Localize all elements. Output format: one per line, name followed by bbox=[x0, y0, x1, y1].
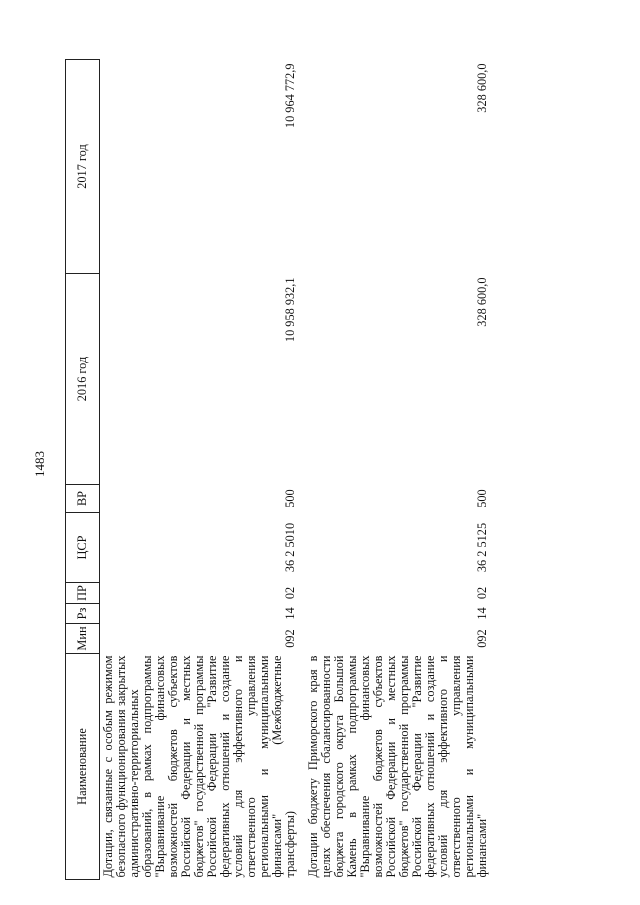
header-csr: ЦСР bbox=[66, 513, 100, 583]
row-rz: 14 bbox=[283, 607, 297, 620]
table-row bbox=[299, 60, 491, 880]
header-vr: ВР bbox=[66, 485, 100, 513]
header-2017: 2017 год bbox=[66, 60, 100, 274]
header-pr: ПР bbox=[66, 583, 100, 604]
row-2016: 328 600,0 bbox=[475, 277, 489, 327]
row-pr: 02 bbox=[283, 586, 297, 600]
header-rz: Рз bbox=[66, 604, 100, 624]
page-number bbox=[30, 449, 50, 479]
row-min: 092 bbox=[475, 629, 489, 648]
row-vr: 500 bbox=[475, 489, 489, 508]
row-2017: 328 600,0 bbox=[475, 63, 489, 113]
row-min: 092 bbox=[283, 629, 297, 648]
header-min: Мин bbox=[66, 624, 100, 654]
row-pr: 02 bbox=[475, 586, 489, 600]
page-number-text: 1483 bbox=[32, 451, 47, 477]
row-csr: 36 2 5125 bbox=[475, 522, 489, 573]
row-name: Дотации, связанные с особым режимом безопасного функционирования закрытых административно-территориальных образований, в рамках подпрограммы "Выравнивание финансовых возможностей бюджетов субъектов Российской Федерации и местных бюджетов" государственной программы Российской Федерации "Развитие федеративных отношений и создание условий для эффективного и ответственного управления региональными и муниципальными финансами" (Межбюджетные трансферты) bbox=[101, 655, 297, 878]
row-csr: 36 2 5010 bbox=[283, 522, 297, 573]
table-header-row bbox=[66, 60, 100, 880]
row-rz: 14 bbox=[475, 607, 489, 620]
table-row bbox=[100, 60, 300, 880]
budget-table bbox=[65, 59, 491, 880]
rotated-page bbox=[65, 60, 605, 880]
row-2017: 10 964 772,9 bbox=[283, 63, 297, 129]
header-name: Наименование bbox=[66, 654, 100, 880]
row-2016: 10 958 932,1 bbox=[283, 277, 297, 343]
row-vr: 500 bbox=[283, 489, 297, 508]
row-name: Дотации бюджету Приморского края в целях обеспечения сбалансированности бюджета городского округа Большой Камень в рамках подпрограммы "Выравнивание финансовых возможностей бюджетов субъектов Российской Федерации и местных бюджетов" государственной программы Российской Федерации "Развитие федеративных отношений и создание условий для эффективного и ответственного управления региональными и муниципальными финансами" bbox=[306, 655, 489, 878]
header-2016: 2016 год bbox=[66, 274, 100, 485]
